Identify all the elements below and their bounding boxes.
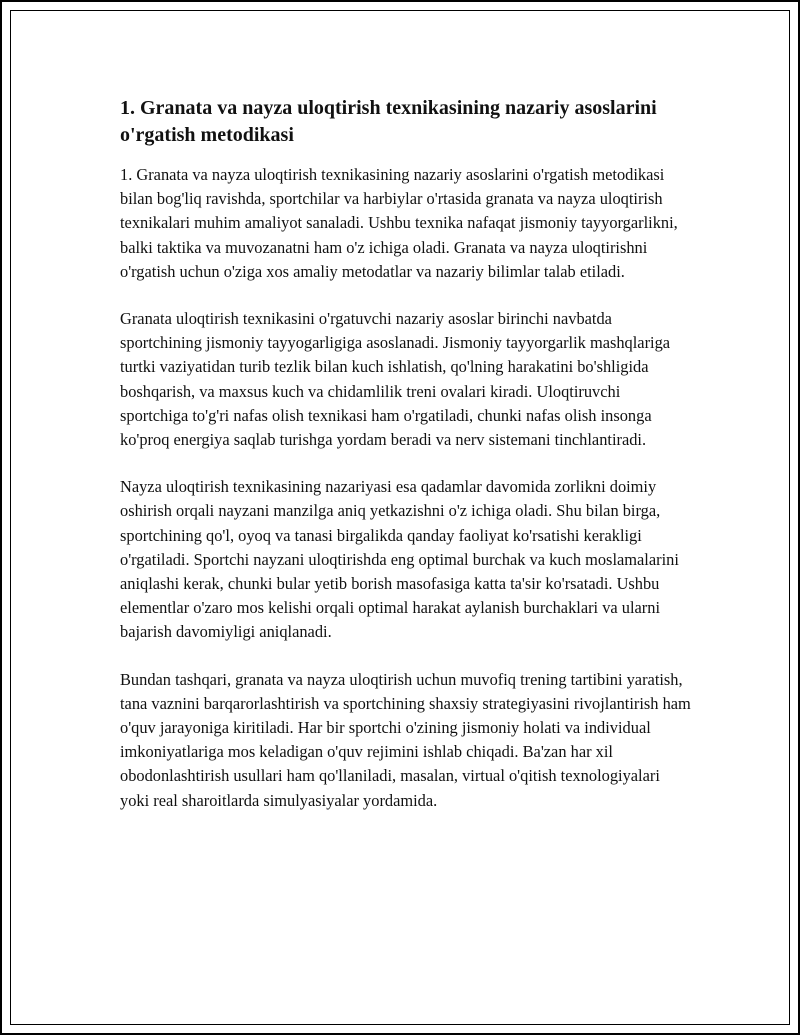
document-title: 1. Granata va nayza uloqtirish texnikasining nazariy asoslarini o'rgatish metodikasi: [120, 97, 657, 146]
paragraph-3: Nayza uloqtirish texnikasining nazariyasi esa qadamlar davomida zorlikni doimiy oshirish orqali nayzani manzilga aniq yetkazishni o'z ichiga oladi. Shu bilan birga, sportchining qo'l, oyoq va tanasi birgalikda qanday faoliyat ko'rsatishi kerakligi o'rgatiladi. Sportchi nayzani uloqtirishda eng optimal burchak va kuch moslamalarini aniqlashi kerak, chunki bular yetib borish masofasiga katta ta'sir ko'rsatadi. Ushbu elementlar o'zaro mos kelishi orqali optimal harakat aylanish burchaklari va ularni bajarish davomiyligi aniqlanadi.: [120, 477, 679, 642]
paragraph-2: Granata uloqtirish texnikasini o'rgatuvchi nazariy asoslar birinchi navbatda sportchining jismoniy tayyogarligiga asoslanadi. Jismoniy tayyorgarlik mashqlariga turtki vaziyatidan turib tezlik bilan kuch ishlatish, qo'lning harakatini bo'shligida boshqarish, va maxsus kuch va chidamlilik treni ovalari kiradi. Uloqtiruvchi sportchiga to'g'ri nafas olish texnikasi ham o'rgatiladi, chunki nafas olish insonga ko'proq energiya saqlab turishga yordam beradi va nerv sistemani tinchlantiradi.: [120, 309, 671, 450]
paragraph-4: Bundan tashqari, granata va nayza uloqtirish uchun muvofiq trening tartibini yaratish, tana vaznini barqarorlashtirish va sportchining shaxsiy strategiyasini rivojlantirish ham o'quv jarayoniga kiritiladi. Har bir sportchi o'zining jismoniy holati va individual imkoniyatlariga mos keladigan o'quv rejimini ishlab chiqadi. Ba'zan har xil obodonlashtirish usullari ham qo'llaniladi, masalan, virtual o'qitish texnologiyalari yoki real sharoitlarda simulyasiyalar yordamida.: [120, 669, 691, 810]
document-body: [120, 95, 692, 836]
paragraph-1: 1. Granata va nayza uloqtirish texnikasining nazariy asoslarini o'rgatish metodikasi bilan bog'liq ravishda, sportchilar va harbiylar o'rtasida granata va nayza uloqtirish texnikalari muhim amaliyot sanaladi. Ushbu texnika nafaqat jismoniy tayyorgarlikni, balki taktika va muvozanatni ham o'z ichiga oladi. Granata va nayza uloqtirishni o'rgatish uchun o'ziga xos amaliy metodatlar va nazariy bilimlar talab etiladi.: [120, 165, 678, 281]
